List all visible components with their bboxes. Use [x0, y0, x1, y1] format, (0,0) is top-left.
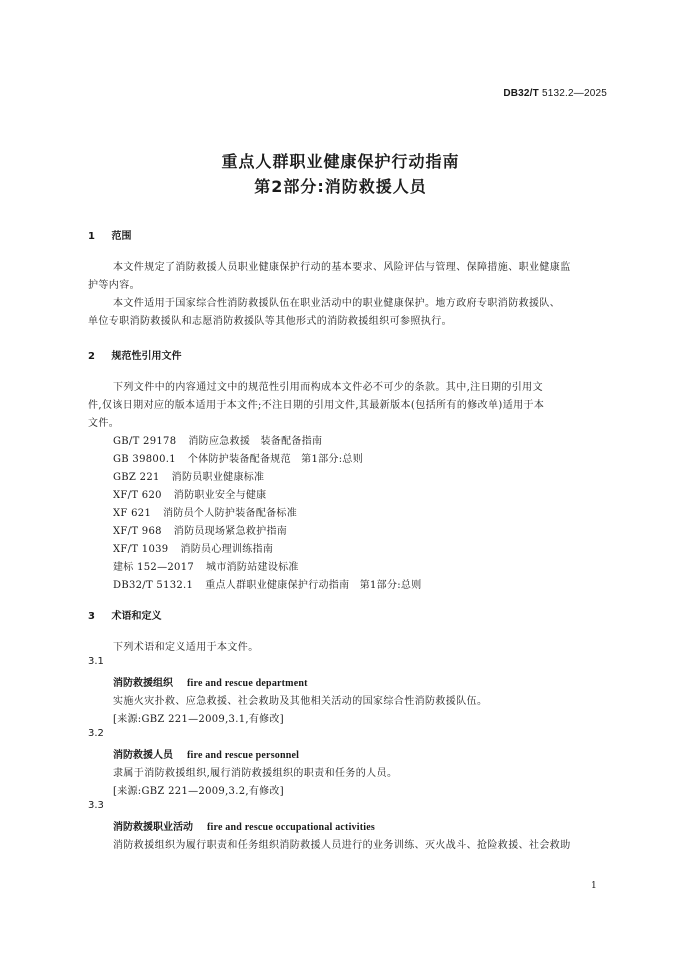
reference-name: 消防员职业健康标准 [171, 472, 265, 483]
term-number: 3.2 [88, 728, 104, 739]
term-source: [来源:GBZ 221—2009,3.1,有修改] [113, 714, 284, 725]
term-source: [来源:GBZ 221—2009,3.2,有修改] [113, 786, 284, 797]
reference-item [113, 450, 363, 465]
reference-item [113, 432, 322, 447]
term-entry [113, 674, 308, 689]
section-title: 规范性引用文件 [111, 351, 182, 362]
reference-item [113, 576, 422, 591]
document-code-number: 5132.2—2025 [541, 88, 607, 99]
document-code-prefix: DB32/T [503, 88, 539, 99]
scope-paragraph2-line2: 单位专职消防救援队和志愿消防救援队等其他形式的消防救援组织可参照执行。 [88, 316, 452, 327]
term-english: fire and rescue department [187, 678, 308, 689]
reference-code: XF 621 [113, 508, 152, 519]
section-heading-normative-references [88, 347, 181, 362]
reference-name: 消防员个人防护装备配备标准 [163, 508, 298, 519]
reference-name: 个体防护装备配备规范 第1部分:总则 [187, 454, 364, 465]
reference-code: GB/T 29178 [113, 436, 177, 447]
reference-name: 重点人群职业健康保护行动指南 第1部分:总则 [205, 580, 422, 591]
reference-name: 消防职业安全与健康 [173, 490, 267, 501]
section-number: 2 [88, 351, 95, 362]
terms-intro: 下列术语和定义适用于本文件。 [113, 642, 259, 653]
section-title: 范围 [111, 231, 132, 242]
reference-code: GBZ 221 [113, 472, 160, 483]
reference-item [113, 558, 299, 573]
scope-paragraph2-line1: 本文件适用于国家综合性消防救援队伍在职业活动中的职业健康保护。地方政府专职消防救援队、 [113, 298, 561, 309]
reference-name: 消防员现场紧急救护指南 [173, 526, 288, 537]
reference-name: 城市消防站建设标准 [206, 562, 299, 573]
scope-paragraph1-line1: 本文件规定了消防救援人员职业健康保护行动的基本要求、风险评估与管理、保障措施、职业健康监 [113, 262, 571, 273]
section-number: 3 [88, 611, 95, 622]
reference-code: XF/T 1039 [113, 544, 169, 555]
term-chinese: 消防救援职业活动 [113, 822, 193, 833]
reference-name: 消防应急救援 装备配备指南 [188, 436, 323, 447]
reference-code: GB 39800.1 [113, 454, 176, 465]
term-definition: 消防救援组织为履行职责和任务组织消防救援人员进行的业务训练、灭火战斗、抢险救援、社会救助 [113, 840, 571, 851]
document-title-line2: 第2部分:消防救援人员 [254, 177, 427, 196]
term-entry [113, 746, 299, 761]
term-english: fire and rescue occupational activities [207, 822, 375, 833]
term-number: 3.1 [88, 656, 104, 667]
normative-intro-line3: 文件。 [88, 418, 120, 429]
scope-paragraph1-line2: 护等内容。 [88, 280, 140, 291]
reference-item [113, 504, 297, 519]
section-heading-scope [88, 227, 131, 242]
reference-item [113, 486, 266, 501]
term-definition: 隶属于消防救援组织,履行消防救援组织的职责和任务的人员。 [113, 768, 398, 779]
normative-intro-line1: 下列文件中的内容通过文中的规范性引用而构成本文件必不可少的条款。其中,注日期的引用文 [113, 382, 543, 393]
reference-code: XF/T 620 [113, 490, 162, 501]
reference-item [113, 468, 264, 483]
reference-item [113, 522, 287, 537]
term-english: fire and rescue personnel [187, 750, 300, 761]
normative-intro-line2: 件,仅该日期对应的版本适用于本文件;不注日期的引用文件,其最新版本(包括所有的修改单)适用于本 [88, 400, 545, 411]
term-chinese: 消防救援人员 [113, 750, 173, 761]
term-entry [113, 818, 375, 833]
section-title: 术语和定义 [111, 611, 162, 622]
reference-code: XF/T 968 [113, 526, 162, 537]
reference-item [113, 540, 273, 555]
reference-code: DB32/T 5132.1 [113, 580, 194, 591]
document-code [503, 88, 607, 99]
reference-name: 消防员心理训练指南 [180, 544, 274, 555]
term-chinese: 消防救援组织 [113, 678, 173, 689]
term-definition: 实施火灾扑救、应急救援、社会救助及其他相关活动的国家综合性消防救援队伍。 [113, 696, 488, 707]
term-number: 3.3 [88, 800, 104, 811]
section-number: 1 [88, 231, 95, 242]
page-number: 1 [591, 881, 597, 891]
document-title-line1: 重点人群职业健康保护行动指南 [221, 152, 460, 171]
reference-code: 建标 152—2017 [113, 562, 195, 573]
section-heading-terms [88, 607, 161, 622]
